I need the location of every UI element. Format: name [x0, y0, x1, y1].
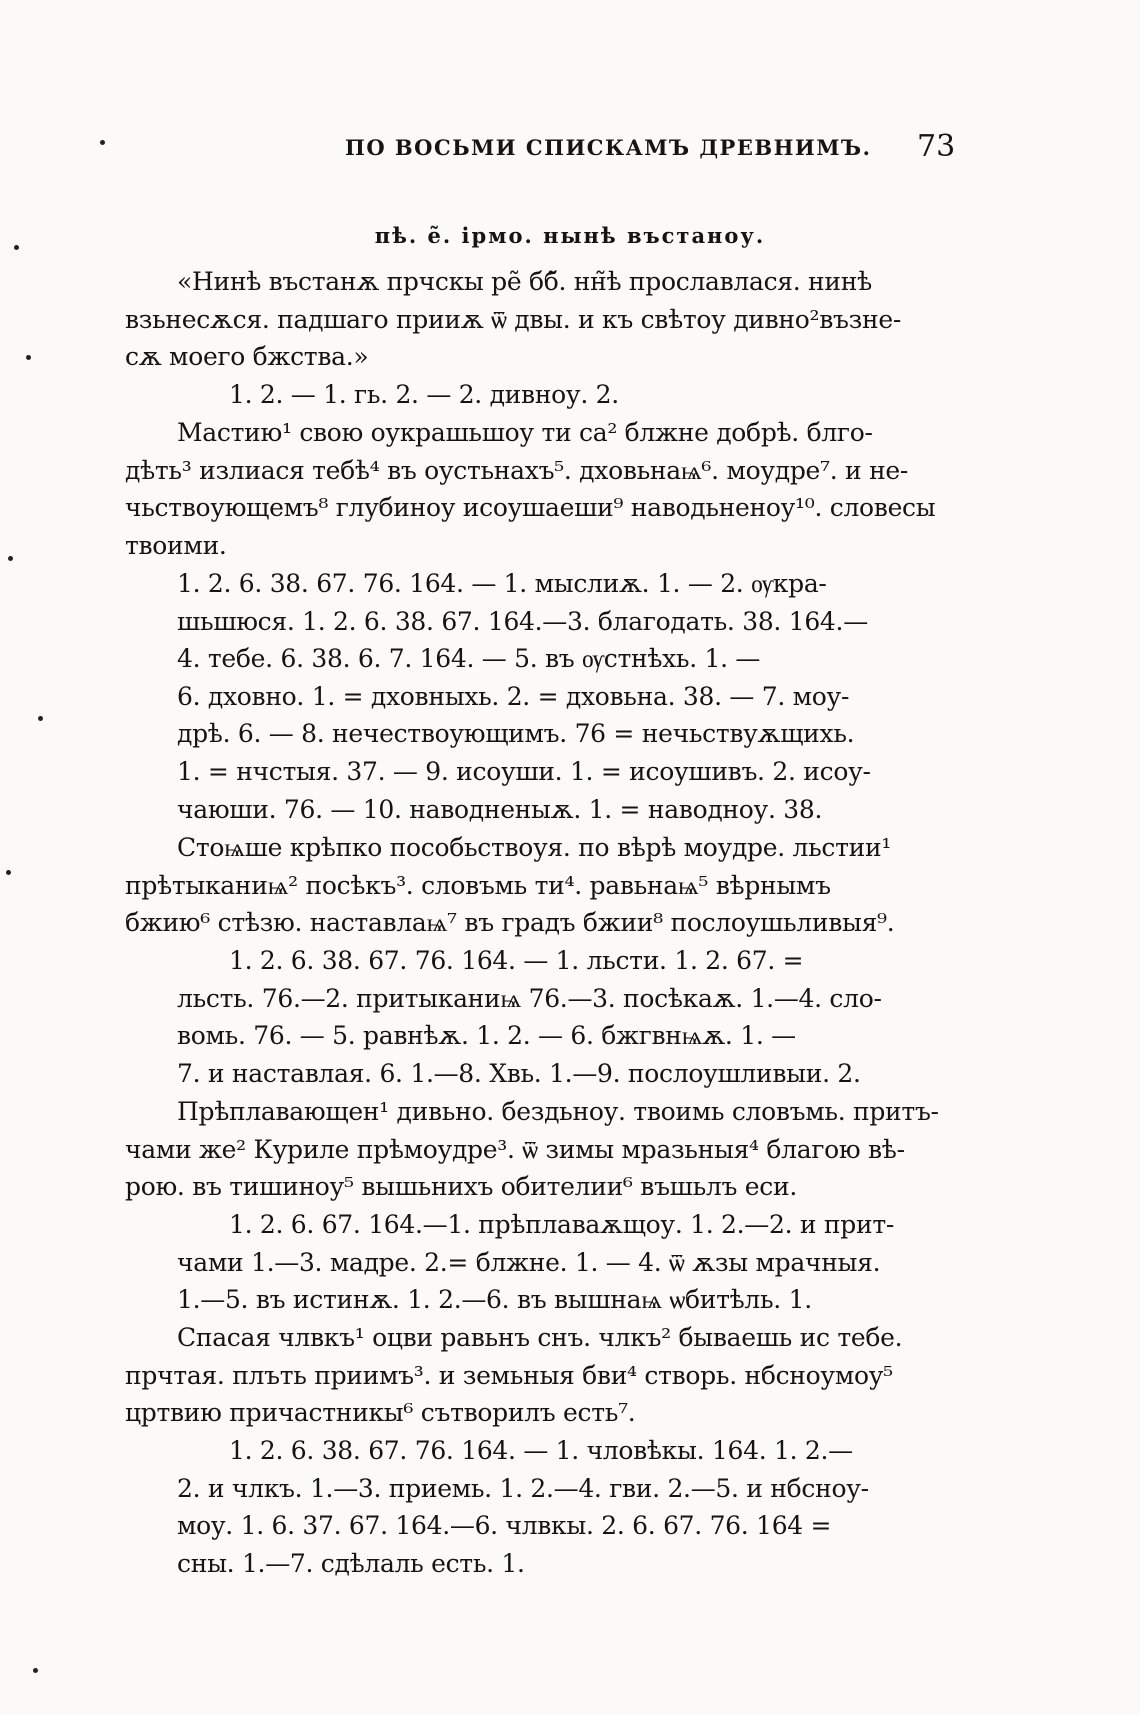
- note-line: 1. 2. 6. 38. 67. 76. 164. — 1. мыслиѫ. 1. — 2. ѹкра-: [177, 569, 827, 598]
- text-line: чьствоующемъ⁸ глубиноу исоушаеши⁹ наводьненоу¹⁰. словесы: [125, 493, 936, 523]
- page-number: 73: [917, 129, 956, 164]
- note-line: 4. тебе. 6. 38. 6. 7. 164. — 5. въ ѹстнѣхь. 1. —: [177, 644, 761, 674]
- troparion-text: [125, 1319, 947, 1432]
- note-line: 1. 2. 6. 38. 67. 76. 164. — 1. чловѣкы. 164. 1. 2.—: [229, 1436, 853, 1465]
- irmos-text: [125, 263, 947, 376]
- variant-note: [177, 1432, 947, 1582]
- note-line: дрѣ. 6. — 8. нечествоующимъ. 76 = нечьствуѫщихь.: [177, 719, 855, 749]
- variant-note: [177, 565, 947, 828]
- text-line: бжию⁶ стѣзю. наставлаѩ⁷ въ градъ бжии⁸ послоушьливыя⁹.: [125, 908, 895, 938]
- note-line: 2. и члкъ. 1.—3. приемь. 1. 2.—4. гви. 2.—5. и нбсноу-: [177, 1473, 869, 1503]
- note-line: шьшюся. 1. 2. 6. 38. 67. 164.—3. благодать. 38. 164.—: [177, 606, 868, 636]
- scan-speck: [14, 245, 19, 250]
- note-line: льсть. 76.—2. притыканиѩ 76.—3. посѣкаѫ. 1.—4. сло-: [177, 983, 882, 1013]
- page-header: [0, 129, 1140, 175]
- text-line: прчтая. плъть приимъ³. и земьныя бви⁴ створь. нбсноумоу⁵: [125, 1360, 893, 1390]
- text-line: чами же² Куриле прѣмоудре³. ѿ зимы мразьныя⁴ благою вѣ-: [125, 1134, 905, 1164]
- scan-speck: [8, 556, 13, 561]
- text-line: цртвию причастникы⁶ сътворилъ есть⁷.: [125, 1398, 636, 1428]
- note-line: 1.—5. въ истинѫ. 1. 2.—6. въ вышнаѩ ѡбитѣль. 1.: [177, 1285, 812, 1315]
- text-line: Прѣплавающен¹ дивьно. бездьноу. твоимь словъмь. притъ-: [177, 1097, 939, 1126]
- text-line: рою. въ тишиноу⁵ вышьнихъ обителии⁶ въшьлъ еси.: [125, 1172, 797, 1202]
- text-line: дѣть³ излиася тебѣ⁴ въ оустьнахъ⁵. дховьнаѩ⁶. моудре⁷. и не-: [125, 455, 909, 485]
- note-line: чами 1.—3. мадре. 2.= блжне. 1. — 4. ѿ ѫзы мрачныя.: [177, 1247, 881, 1277]
- troparion-text: [125, 829, 947, 942]
- troparion-text: [125, 1093, 947, 1206]
- text-line: взьнесѫся. падшаго прииѫ ѿ двы. и къ свѣтоу дивно²възне-: [125, 304, 901, 334]
- text-line: «Нинѣ въстанѫ прчскы ре̃ бб̃. нн̃ѣ прославлася. нинѣ: [177, 267, 872, 296]
- scan-speck: [100, 140, 105, 145]
- scan-speck: [26, 355, 31, 360]
- scan-speck: [33, 1668, 38, 1673]
- note-line: 1. 2. 6. 67. 164.—1. прѣплаваѫщоу. 1. 2.—2. и прит-: [229, 1210, 894, 1239]
- text-line: твоими.: [125, 530, 227, 560]
- text-line: Стоѩше крѣпко пособьствоуя. по вѣрѣ моудре. льстии¹: [177, 833, 892, 862]
- variant-note: [177, 942, 947, 1092]
- note-line: вомь. 76. — 5. равнѣѫ. 1. 2. — 6. бжгвнѩѫ. 1. —: [177, 1021, 796, 1051]
- text-line: Спасая члвкъ¹ оцви равьнъ снъ. члкъ² бываешь ис тебе.: [177, 1323, 903, 1352]
- note-line: 6. дховно. 1. = дховныхь. 2. = дховьна. 38. — 7. моу-: [177, 681, 850, 711]
- note-line: сны. 1.—7. сдѣлаль есть. 1.: [177, 1548, 525, 1578]
- text-line: прѣтыканиѩ² посѣкъ³. словъмь ти⁴. равьнаѩ⁵ вѣрнымъ: [125, 870, 831, 900]
- scan-speck: [6, 870, 11, 875]
- section-title: пѣ. е̃. ірмо. нынѣ въстаноу.: [374, 223, 766, 248]
- troparion-text: [125, 414, 947, 564]
- note-line: 1. = нчстыя. 37. — 9. исоуши. 1. = исоушивъ. 2. исоу-: [177, 756, 871, 786]
- note-line: 1. 2. 6. 38. 67. 76. 164. — 1. льсти. 1. 2. 67. =: [229, 946, 804, 975]
- text-line: Мастию¹ свою оукрашьшоу ти са² блжне добрѣ. блго-: [177, 418, 873, 447]
- running-title: ПО ВОСЬМИ СПИСКАМЪ ДРЕВНИМЪ.: [345, 135, 872, 160]
- note-line: моу. 1. 6. 37. 67. 164.—6. члвкы. 2. 6. 67. 76. 164 =: [177, 1511, 832, 1541]
- text-line: сѫ моего бжства.»: [125, 342, 369, 372]
- note-line: 1. 2. — 1. гь. 2. — 2. дивноу. 2.: [229, 380, 619, 409]
- variant-note: [177, 376, 947, 414]
- note-line: 7. и наставлая. 6. 1.—8. Хвь. 1.—9. послоушливыи. 2.: [177, 1058, 861, 1088]
- scan-speck: [38, 716, 43, 721]
- variant-note: [177, 1206, 947, 1319]
- note-line: чаюши. 76. — 10. наводненыѫ. 1. = наводноу. 38.: [177, 794, 823, 824]
